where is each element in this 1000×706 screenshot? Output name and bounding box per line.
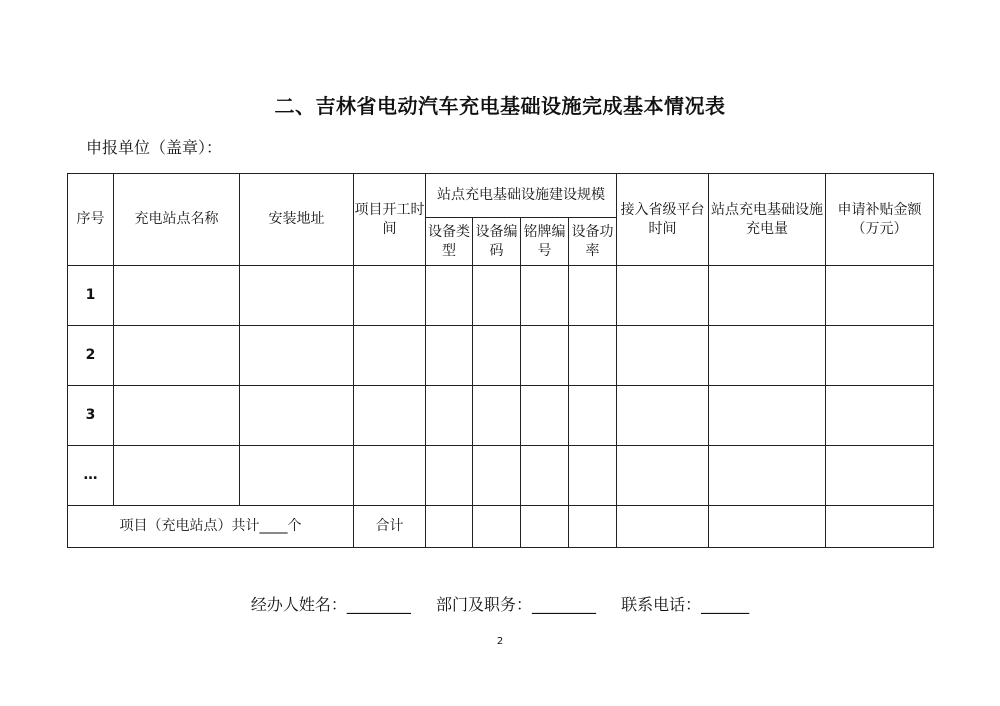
header-address: 安装地址	[240, 174, 354, 266]
header-nameplate-no: 铭牌编号	[521, 218, 569, 266]
charge-amount-cell[interactable]	[709, 266, 826, 326]
header-platform-time: 接入省级平台时间	[617, 174, 709, 266]
start-time-cell[interactable]	[354, 326, 426, 386]
device-code-cell[interactable]	[473, 326, 521, 386]
device-type-cell[interactable]	[426, 386, 473, 446]
total-nameplate-no-cell[interactable]	[521, 506, 569, 548]
total-charge-amount-cell[interactable]	[709, 506, 826, 548]
row-number: 2	[68, 326, 114, 386]
device-type-cell[interactable]	[426, 446, 473, 506]
header-device-power: 设备功率	[569, 218, 617, 266]
total-row	[68, 506, 934, 548]
device-power-cell[interactable]	[569, 266, 617, 326]
table-row	[68, 326, 934, 386]
subsidy-cell[interactable]	[826, 326, 934, 386]
device-code-cell[interactable]	[473, 386, 521, 446]
subsidy-cell[interactable]	[826, 446, 934, 506]
device-type-cell[interactable]	[426, 326, 473, 386]
total-device-power-cell[interactable]	[569, 506, 617, 548]
nameplate-no-cell[interactable]	[521, 446, 569, 506]
station-name-cell[interactable]	[114, 326, 240, 386]
subsidy-cell[interactable]	[826, 386, 934, 446]
total-platform-time-cell[interactable]	[617, 506, 709, 548]
total-subsidy-cell[interactable]	[826, 506, 934, 548]
header-seq: 序号	[68, 174, 114, 266]
device-code-cell[interactable]	[473, 446, 521, 506]
header-start-time: 项目开工时间	[354, 174, 426, 266]
start-time-cell[interactable]	[354, 446, 426, 506]
subsidy-cell[interactable]	[826, 266, 934, 326]
nameplate-no-cell[interactable]	[521, 326, 569, 386]
station-name-cell[interactable]	[114, 446, 240, 506]
device-power-cell[interactable]	[569, 386, 617, 446]
address-cell[interactable]	[240, 266, 354, 326]
platform-time-cell[interactable]	[617, 326, 709, 386]
header-subsidy: 申请补贴金额（万元）	[826, 174, 934, 266]
charge-amount-cell[interactable]	[709, 386, 826, 446]
station-name-cell[interactable]	[114, 266, 240, 326]
table-row	[68, 266, 934, 326]
platform-time-cell[interactable]	[617, 386, 709, 446]
platform-time-cell[interactable]	[617, 266, 709, 326]
project-count-label: 项目（充电站点）共计____个	[68, 506, 354, 548]
charge-amount-cell[interactable]	[709, 326, 826, 386]
header-charge-amount: 站点充电基础设施充电量	[709, 174, 826, 266]
row-number: 1	[68, 266, 114, 326]
signature-footer	[0, 592, 1000, 615]
header-device-code: 设备编码	[473, 218, 521, 266]
charge-amount-cell[interactable]	[709, 446, 826, 506]
header-scale-group: 站点充电基础设施建设规模	[426, 174, 617, 218]
table-row	[68, 446, 934, 506]
infrastructure-table	[67, 173, 934, 548]
row-number: …	[68, 446, 114, 506]
device-type-cell[interactable]	[426, 266, 473, 326]
row-number: 3	[68, 386, 114, 446]
department-field: 部门及职务：________	[435, 595, 596, 614]
device-power-cell[interactable]	[569, 326, 617, 386]
phone-field: 联系电话：______	[621, 595, 750, 614]
device-code-cell[interactable]	[473, 266, 521, 326]
platform-time-cell[interactable]	[617, 446, 709, 506]
total-device-code-cell[interactable]	[473, 506, 521, 548]
start-time-cell[interactable]	[354, 266, 426, 326]
address-cell[interactable]	[240, 446, 354, 506]
device-power-cell[interactable]	[569, 446, 617, 506]
total-label: 合计	[354, 506, 426, 548]
address-cell[interactable]	[240, 326, 354, 386]
header-device-type: 设备类型	[426, 218, 473, 266]
reporting-unit-label: 申报单位（盖章）：	[86, 138, 223, 157]
table-row	[68, 386, 934, 446]
nameplate-no-cell[interactable]	[521, 266, 569, 326]
document-title: 二、吉林省电动汽车充电基础设施完成基本情况表	[274, 94, 726, 118]
header-station-name: 充电站点名称	[114, 174, 240, 266]
address-cell[interactable]	[240, 386, 354, 446]
total-device-type-cell[interactable]	[426, 506, 473, 548]
start-time-cell[interactable]	[354, 386, 426, 446]
station-name-cell[interactable]	[114, 386, 240, 446]
handler-name-field: 经办人姓名：________	[250, 595, 411, 614]
page-number: 2	[496, 636, 504, 647]
nameplate-no-cell[interactable]	[521, 386, 569, 446]
